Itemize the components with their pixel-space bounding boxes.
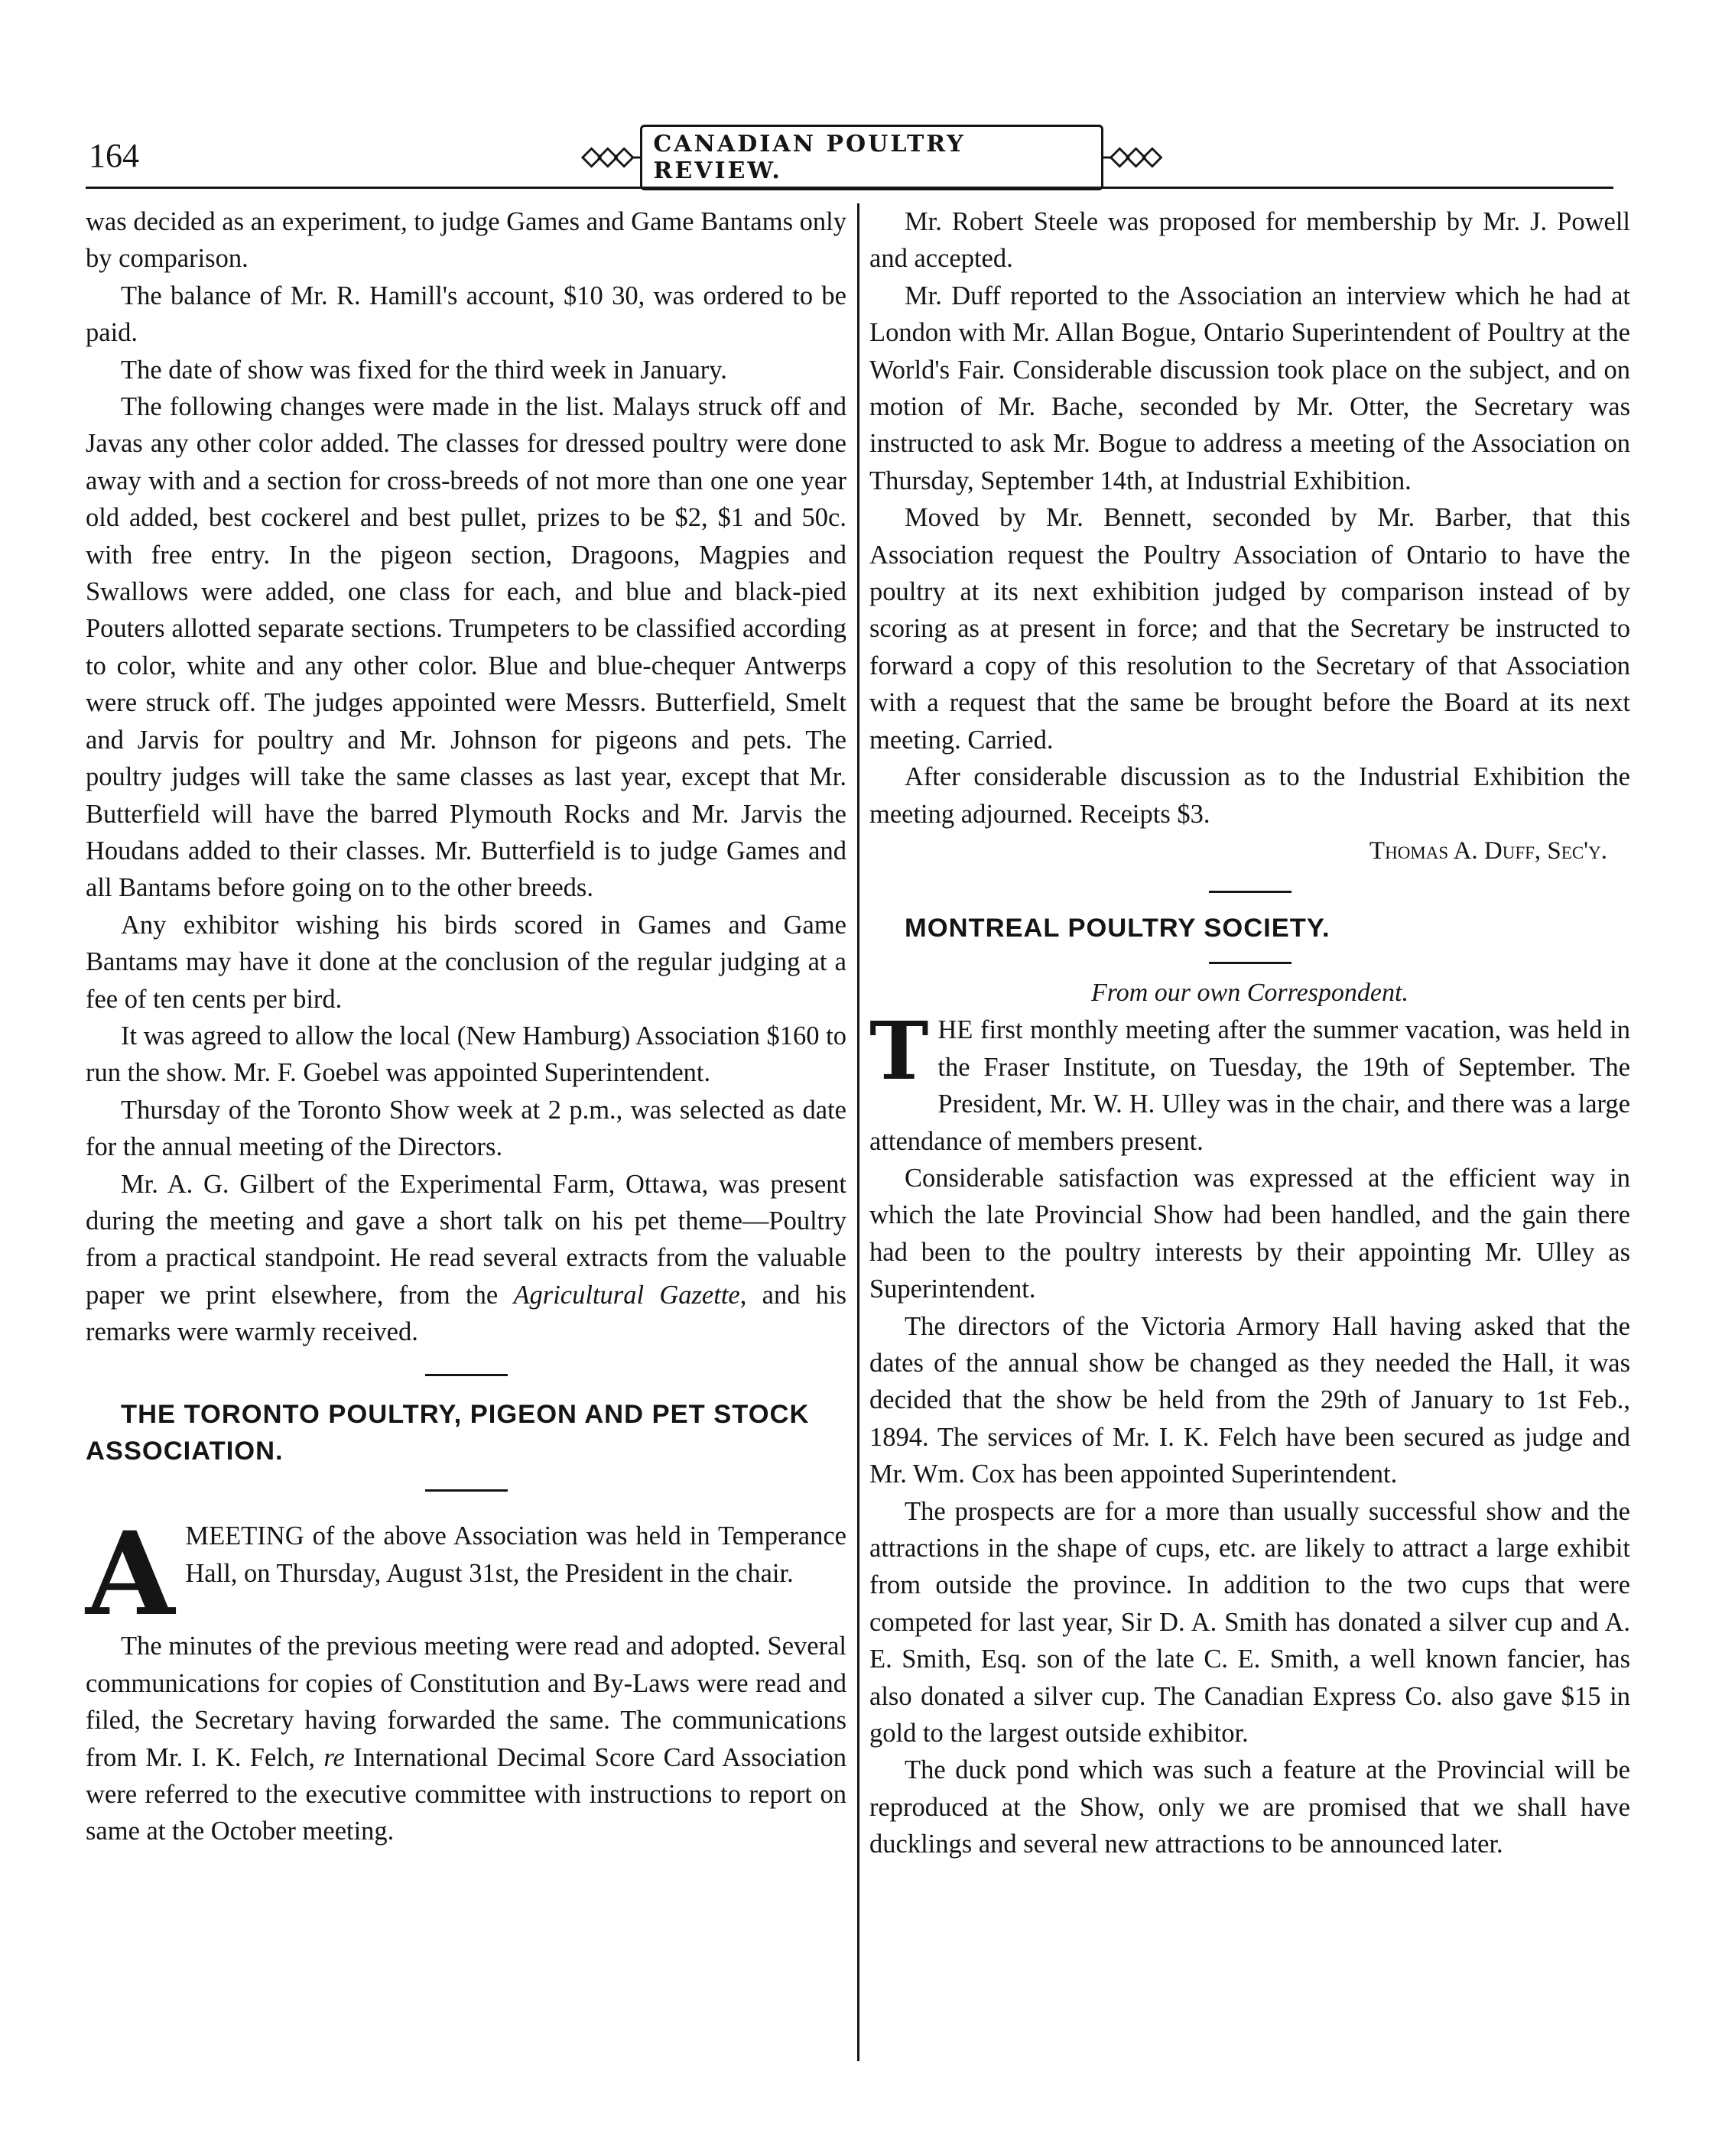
meeting-paragraph (869, 1004, 1630, 1160)
page-number: 164 (89, 137, 139, 174)
section-title-line: THE TORONTO POULTRY, PIGEON AND PET STOCK (121, 1399, 810, 1429)
section-title-line: ASSOCIATION. (86, 1437, 284, 1466)
text-run: Mr. A. G. Gilbert of the Experimental Farm, Ottawa, was present during the meeting and gave a short talk on his pet theme—Poultry from a practical standpoint. He read several extracts from the valuable paper we print elsewhere, from the (86, 1169, 846, 1310)
paragraph: After considerable discussion as to the Industrial Exhibition the meeting adjourned. Receipts $3. (869, 762, 1630, 829)
section-rule (425, 1489, 508, 1492)
paragraph: It was agreed to allow the local (New Hamburg) Association $160 to run the show. Mr. F. Goebel was appointed Superintendent. (86, 1021, 846, 1088)
paragraph: The duck pond which was such a feature at the Provincial will be reproduced at the Show, only we are promised that we shall have ducklings and several new attractions to be announced later. (869, 1755, 1630, 1859)
paragraph: Any exhibitor wishing his birds scored in Games and Game Bantams may have it done at the conclusion of the regular judging at a fee of ten cents per bird. (86, 910, 846, 1014)
italic-word: re (323, 1742, 345, 1772)
paragraph: Thursday of the Toronto Show week at 2 p.m., was selected as date for the annual meeting of the Directors. (86, 1095, 846, 1162)
column-divider (857, 203, 859, 2061)
paragraph: The balance of Mr. R. Hamill's account, $10 30, was ordered to be paid. (86, 281, 846, 348)
paragraph: The date of show was fixed for the third week in January. (121, 355, 727, 385)
signature-text: Thomas A. Duff, Sec'y. (1369, 836, 1607, 865)
meeting-paragraph (86, 1507, 846, 1642)
signature (869, 833, 1630, 869)
masthead (581, 125, 1162, 190)
masthead-title: CANADIAN POULTRY REVIEW. (640, 125, 1103, 190)
publication-title: Agricultural Gazette (513, 1280, 740, 1310)
paragraph: The directors of the Victoria Armory Hall having asked that the dates of the annual show be changed as they needed the Hall, it was decided that the show be held from the 29th of January to 1st Feb., 1894. The services of Mr. I. K. Felch have been secured as judge and Mr. Wm. Cox has been appointed Superintendent. (869, 1311, 1630, 1489)
text-run: The minutes of the previous meeting were read and adopted. Several communications for copies of Constitution and By-Laws were read and filed, the Secretary having forwarded the same. The communications from Mr. I. K. Felch, (86, 1632, 846, 1772)
right-column (869, 203, 1630, 1863)
section-rule (425, 1374, 508, 1376)
paragraph: Mr. Duff reported to the Association an interview which he had at London with Mr. Allan Bogue, Ontario Superintendent of Poultry at the World's Fair. Considerable discussion took place on the subject, and on motion of Mr. Bache, seconded by Mr. Otter, the Secretary was instructed to ask Mr. Bogue to address a meeting of the Association on Thursday, September 14th, at Industrial Exhibition. (869, 281, 1630, 495)
section-title: MONTREAL POULTRY SOCIETY. (905, 913, 1330, 943)
paragraph: The following changes were made in the list. Malays struck off and Javas any other color added. The classes for dressed poultry were done away with and a section for cross-breeds of not more than one one year old added, best cockerel and best pullet, prizes to be $2, $1 and 50c. with free entry. In the pigeon section, Dragoons, Magpies and Swallows were added, one class for each, and blue and black-pied Pouters allotted separate sections. Trumpeters to be classified according to color, white and any other color. Blue and blue-chequer Antwerps were struck off. The judges appointed were Messrs. Butterfield, Smelt and Jarvis for poultry and Mr. Johnson for pigeons and pets. The poultry judges will take the same classes as last year, except that Mr. Butterfield will have the barred Plymouth Rocks and Mr. Jarvis the Houdans added to their classes. Mr. Butterfield is to judge Games and all Bantams before going on to the other breeds. (86, 392, 846, 903)
paragraph: The prospects are for a more than usually successful show and the attractions in the shape of cups, etc. are likely to attract a large exhibit from outside the province. In addition to the two cups that were competed for last year, Sir D. A. Smith has donated a silver cup and A. E. Smith, Esq. son of the late C. E. Smith, a well known fancier, has also donated a silver cup. The Canadian Express Co. also gave $15 in gold to the largest outside exhibitor. (869, 1496, 1630, 1749)
text-run: International Decimal Score Card Association were referred to the executive committee with instructions to report on same at the October meeting. (86, 1742, 846, 1846)
left-column (86, 203, 846, 1850)
paragraph-gilbert (86, 1166, 846, 1351)
paragraph: Mr. Robert Steele was proposed for membership by Mr. J. Powell and accepted. (869, 207, 1630, 274)
paragraph: Moved by Mr. Bennett, seconded by Mr. Barber, that this Association request the Poultry Association of Ontario to have the poultry at its next exhibition judged by comparison instead of by scoring as at present in force; and that the Secretary be instructed to forward a copy of this resolution to the Secretary of that Association with a request that the same be brought before the Board at its next meeting. Carried. (869, 503, 1630, 755)
correspondent-line: From our own Correspondent. (1091, 979, 1408, 1008)
text-run: , and his remarks were warmly received. (86, 1280, 847, 1347)
drop-cap: A (86, 1507, 175, 1642)
text-run: HE first monthly meeting after the summer vacation, was held in the Fraser Institute, on Tuesday, the 19th of September. The President, Mr. W. H. Ulley was in the chair, and there was a large attendance of members present. (869, 1015, 1630, 1156)
section-rule (1209, 891, 1291, 893)
section-title (86, 1396, 846, 1470)
right-ornament-icon (1103, 144, 1162, 170)
paragraph-minutes (86, 1628, 846, 1849)
section-rule (1209, 962, 1291, 964)
paragraph: was decided as an experiment, to judge Games and Game Bantams only by comparison. (86, 207, 846, 274)
drop-cap: T (869, 1004, 929, 1099)
left-ornament-icon (581, 144, 640, 170)
header-rule (86, 187, 1613, 189)
paragraph: Considerable satisfaction was expressed at the efficient way in which the late Provincial Show had been handled, and the gain there had been to the poultry interests by their appointing Mr. Ulley as Superintendent. (869, 1163, 1630, 1304)
text-run: MEETING of the above Association was held in Temperance Hall, on Thursday, August 31st, the President in the chair. (185, 1521, 846, 1588)
